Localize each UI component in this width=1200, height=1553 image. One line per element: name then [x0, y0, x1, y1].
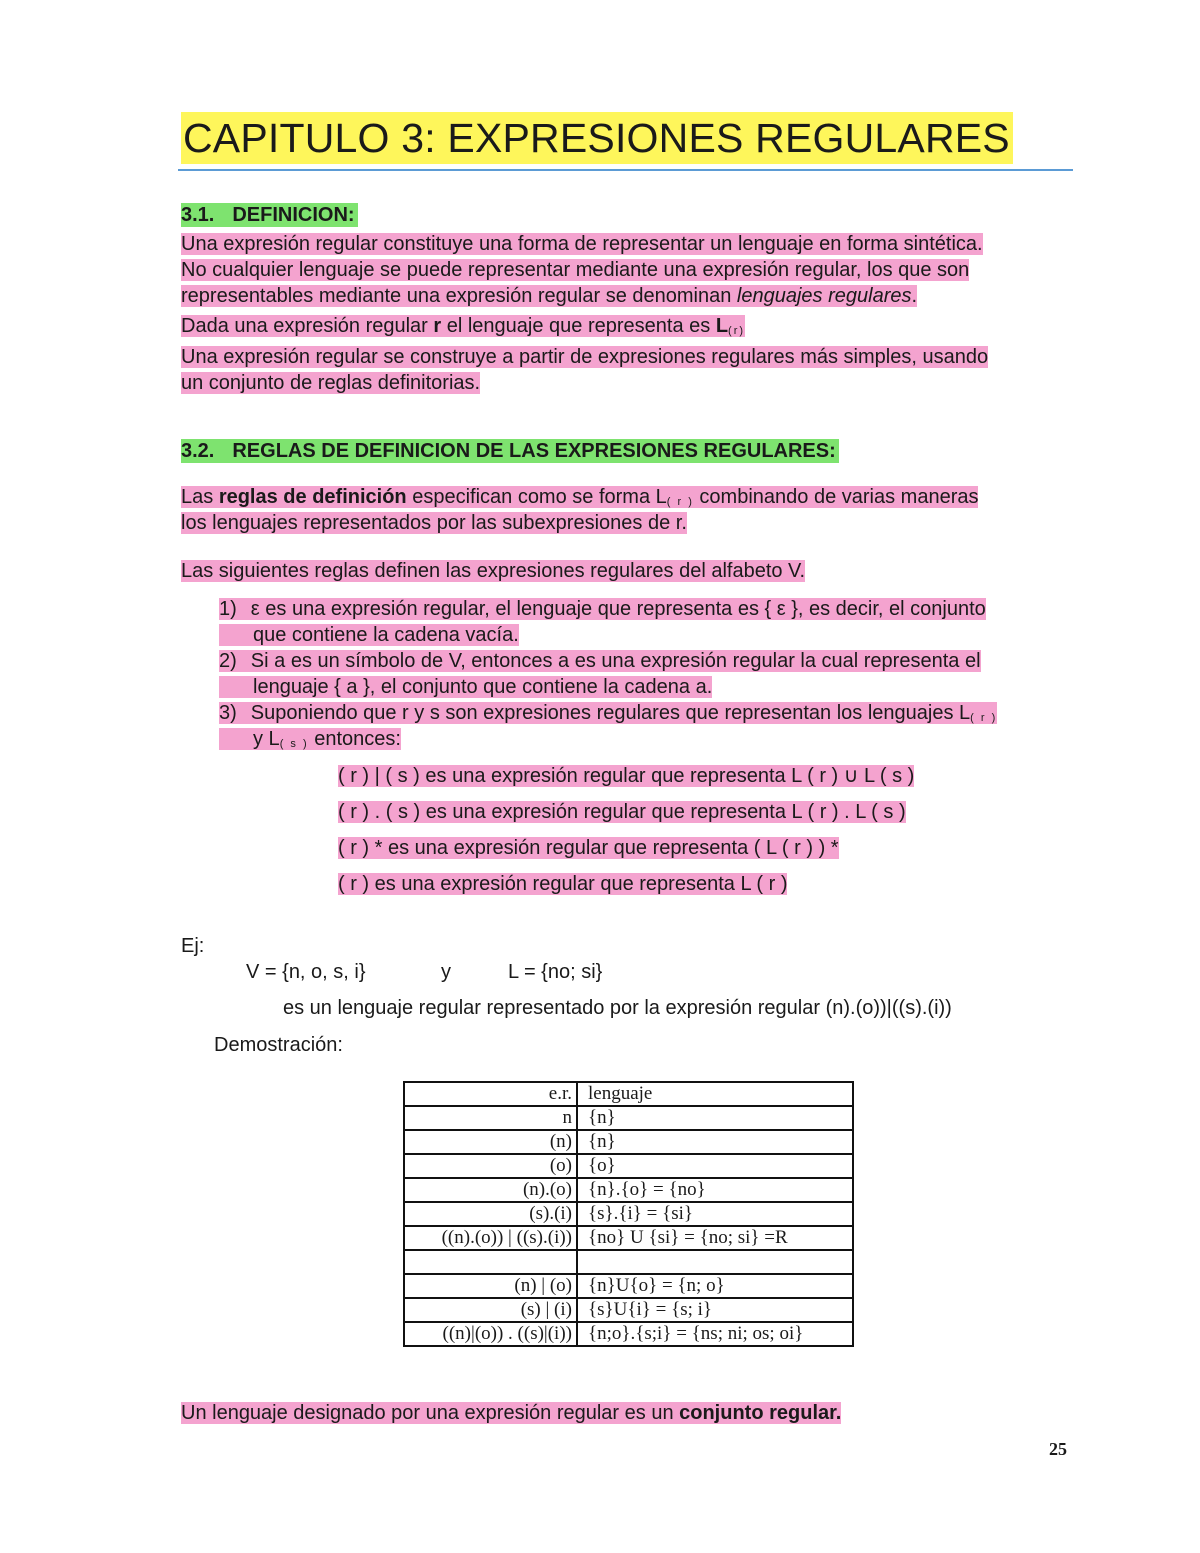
title-underline [178, 169, 1073, 171]
header-er: e.r. [404, 1082, 577, 1106]
rule-1-cont: que contiene la cadena vacía. [219, 623, 519, 648]
table-row-empty [404, 1250, 853, 1274]
section-heading-3-1 [181, 203, 358, 227]
table-row: (o) {o} [404, 1154, 853, 1178]
rules-intro-line-1: Las reglas de definición especifican como se forma $L_{( r )}$ combinando de varias maneras [181, 486, 979, 508]
rules-list-intro: Las siguientes reglas definen las expresiones regulares del alfabeto V. [181, 560, 806, 582]
rule-2: 2) Si a es un símbolo de V, entonces a es una expresión regular la cual representa el [219, 650, 981, 672]
rules-intro-line-2: los lenguajes representados por las subexpresiones de r. [181, 512, 687, 534]
table-header-row [404, 1082, 853, 1106]
definition-line-3: representables mediante una expresión regular se denominan lenguajes regulares. [181, 285, 918, 307]
conclusion: Un lenguaje designado por una expresión regular es un conjunto regular. [181, 1402, 842, 1424]
table-row: (n) | (o) {n}U{o} = {n; o} [404, 1274, 853, 1298]
rule-1: 1) ε es una expresión regular, el lenguaje que representa es { ε }, es decir, el conjunto [219, 598, 986, 620]
rule-2-cont: lenguaje { a }, el conjunto que contiene la cadena a. [219, 675, 712, 700]
rule-3-cont: y $L_{( s )}$ entonces: [219, 727, 401, 757]
term-conjunto-regular: conjunto regular. [679, 1402, 842, 1424]
section-heading-3-2 [181, 439, 839, 463]
chapter-title: CAPITULO 3: EXPRESIONES REGULARES [181, 112, 1013, 164]
table-row: ((n)|(o)) . ((s)|(i)) {n;o}.{s;i} = {ns; ni; os; oi} [404, 1322, 853, 1346]
formula-star: ( r ) * es una expresión regular que representa ( L ( r ) ) * [338, 837, 839, 859]
rule-number: 2) [219, 650, 237, 672]
formula-concat: ( r ) . ( s ) es una expresión regular que representa L ( r ) . L ( s ) [338, 801, 906, 823]
table-row: n {n} [404, 1106, 853, 1130]
rule-3: 3) Suponiendo que r y s son expresiones regulares que representan los lenguajes $L_{( r )}$ [219, 702, 998, 724]
section-title: REGLAS DE DEFINICION DE LAS EXPRESIONES REGULARES: [232, 440, 836, 462]
formula-union: ( r ) | ( s ) es una expresión regular que representa L ( r ) ∪ L ( s ) [338, 765, 915, 787]
definition-line-5: Una expresión regular se construye a partir de expresiones regulares más simples, usando [181, 346, 989, 368]
section-number: 3.1. [181, 204, 215, 226]
example-and: y [441, 961, 451, 983]
table-row: (n).(o) {n}.{o} = {no} [404, 1178, 853, 1202]
rule-number: 3) [219, 702, 237, 724]
table-row: (s) | (i) {s}U{i} = {s; i} [404, 1298, 853, 1322]
table-row: (s).(i) {s}.{i} = {si} [404, 1202, 853, 1226]
definition-line-4: Dada una expresión regular r el lenguaje que representa es $L_{(r)}$ [181, 315, 746, 337]
demonstration-label: Demostración: [214, 1034, 343, 1056]
example-alphabet: V = {n, o, s, i} [246, 961, 366, 983]
rule-number: 1) [219, 598, 237, 620]
table-row: (n) {n} [404, 1130, 853, 1154]
page-number: 25 [1049, 1439, 1067, 1459]
section-number: 3.2. [181, 440, 215, 462]
definition-line-1: Una expresión regular constituye una forma de representar un lenguaje en forma sintética. [181, 233, 983, 255]
example-statement: es un lenguaje regular representado por la expresión regular (n).(o))|((s).(i)) [283, 997, 952, 1019]
demonstration-table [403, 1081, 854, 1347]
example-language: L = {no; si} [508, 961, 603, 983]
term-lenguajes-regulares: lenguajes regulares [736, 285, 912, 307]
table-row: ((n).(o)) | ((s).(i)) {no} U {si} = {no; si} =R [404, 1226, 853, 1250]
definition-line-2: No cualquier lenguaje se puede representar mediante una expresión regular, los que son [181, 259, 970, 281]
definition-line-6: un conjunto de reglas definitorias. [181, 372, 481, 394]
header-lenguaje: lenguaje [577, 1082, 853, 1106]
example-label: Ej: [181, 935, 205, 957]
formula-paren: ( r ) es una expresión regular que representa L ( r ) [338, 873, 788, 895]
section-title: DEFINICION: [232, 204, 355, 226]
